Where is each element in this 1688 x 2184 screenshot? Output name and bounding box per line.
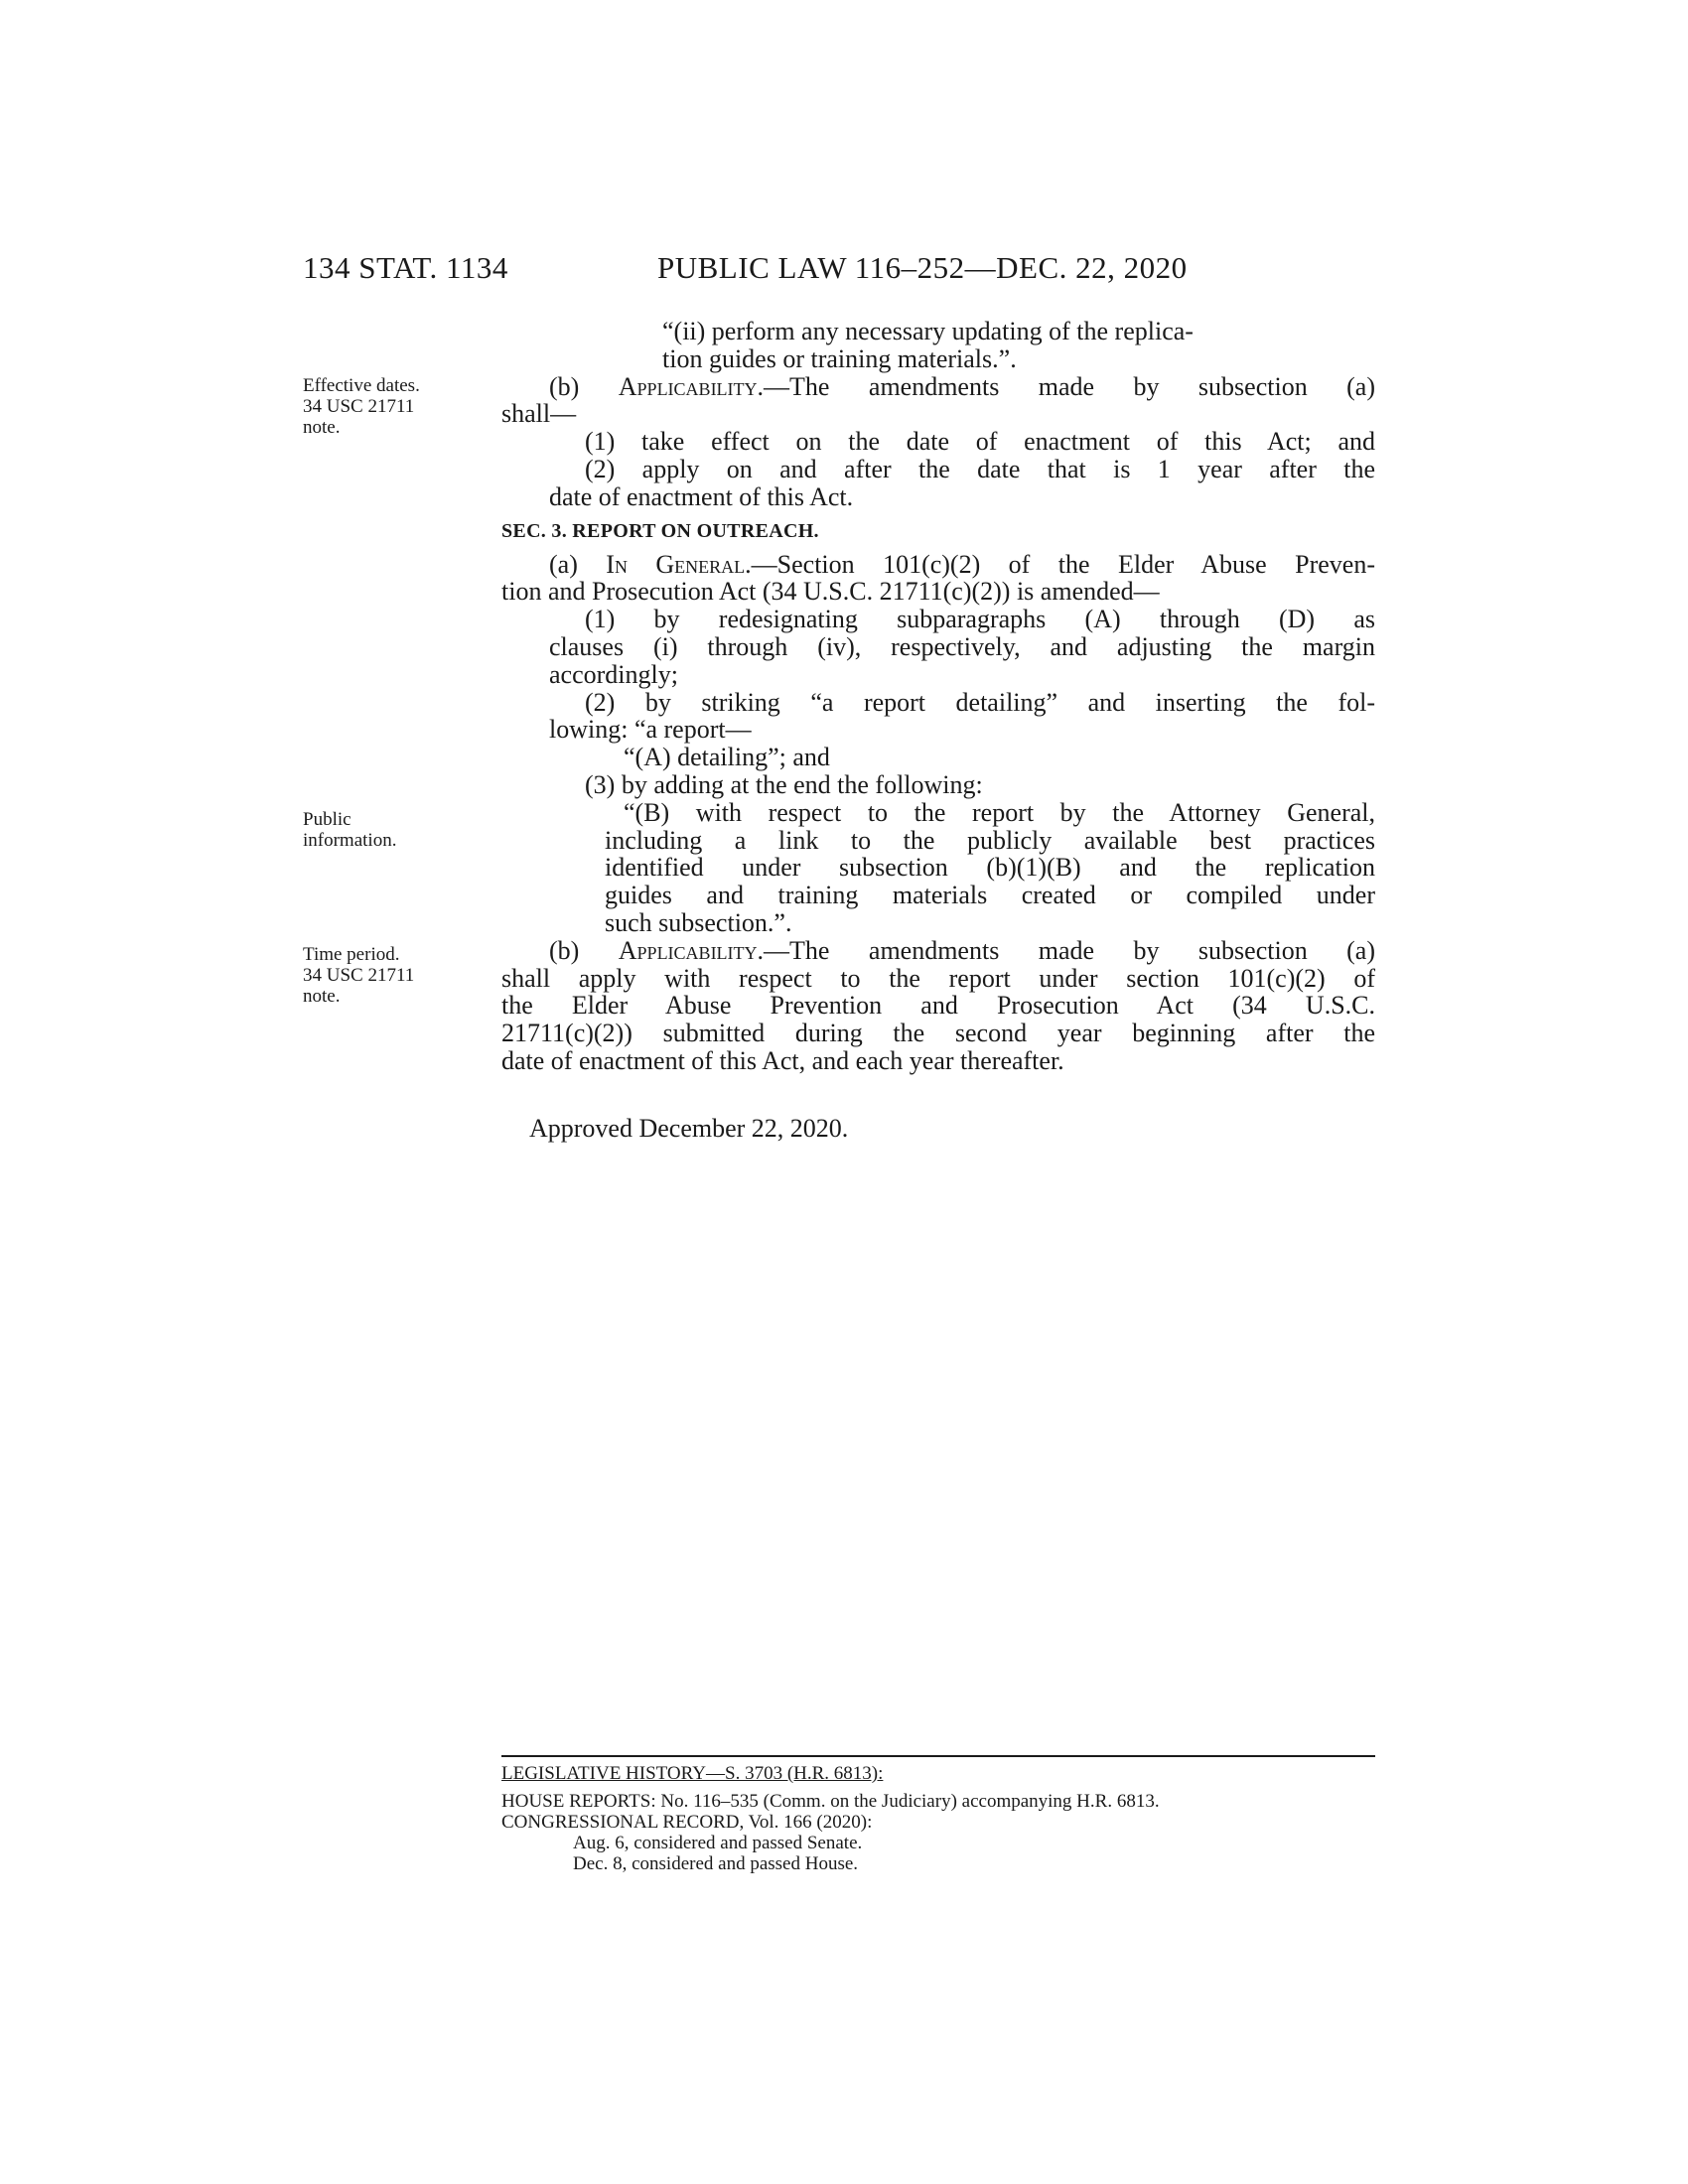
body-line: tion guides or training materials.”. (662, 343, 1017, 373)
page-running-title: PUBLIC LAW 116–252—DEC. 22, 2020 (657, 250, 1188, 285)
body-line: lowing: “a report— (549, 715, 752, 745)
subsection-b-applicability: (b) Applicability.—The amendments made by subsection (a) (549, 371, 1375, 401)
body-line: date of enactment of this Act. (549, 481, 854, 511)
subsection-a-in-general: (a) In General.—Section 101(c)(2) of the Elder Abuse Preven- (549, 549, 1375, 579)
legislative-history (501, 1755, 1375, 1874)
body-line: clauses (i) through (iv), respectively, and adjusting the margin (549, 631, 1375, 661)
margin-note-line: note. (303, 417, 341, 438)
paragraph-2: (2) by striking “a report detailing” and inserting the fol- (585, 687, 1375, 717)
section-3-heading: SEC. 3. REPORT ON OUTREACH. (501, 519, 819, 542)
body-line: guides and training materials created or compiled under (605, 881, 1375, 910)
house-reports: HOUSE REPORTS: No. 116–535 (Comm. on the Judiciary) accompanying H.R. 6813. (501, 1791, 1160, 1812)
house-action: Dec. 8, considered and passed House. (573, 1853, 859, 1874)
paragraph-1: (1) take effect on the date of enactment of this Act; and (585, 427, 1375, 457)
body-line: the Elder Abuse Prevention and Prosecution Act (34 U.S.C. (501, 991, 1375, 1021)
subsection-b-applicability: (b) Applicability.—The amendments made by subsection (a) (549, 935, 1375, 965)
body-line: tion and Prosecution Act (34 U.S.C. 21711(c)(2)) is amended— (501, 577, 1160, 607)
margin-note-line: 34 USC 21711 (303, 396, 415, 417)
congressional-record: CONGRESSIONAL RECORD, Vol. 166 (2020): (501, 1812, 873, 1833)
page-stat-citation: 134 STAT. 1134 (303, 250, 508, 285)
approval-date: Approved December 22, 2020. (529, 1114, 849, 1143)
margin-note-time-period (303, 944, 472, 1007)
subparagraph-b: “(B) with respect to the report by the Attorney General, (624, 797, 1375, 827)
body-line: date of enactment of this Act, and each year thereafter. (501, 1045, 1064, 1075)
margin-note-line: Public (303, 809, 352, 830)
margin-note-effective-dates (303, 375, 472, 438)
paragraph-1: (1) by redesignating subparagraphs (A) through (D) as (585, 605, 1375, 634)
body-line: such subsection.”. (605, 907, 792, 937)
body-line: shall apply with respect to the report under section 101(c)(2) of (501, 963, 1375, 993)
body-line: accordingly; (549, 659, 678, 689)
senate-action: Aug. 6, considered and passed Senate. (573, 1833, 863, 1853)
body-line: 21711(c)(2)) submitted during the second year beginning after the (501, 1019, 1375, 1048)
margin-note-line: note. (303, 986, 341, 1007)
body-line: including a link to the publicly available best practices (605, 825, 1375, 855)
margin-note-line: Time period. (303, 944, 400, 965)
subparagraph-a: “(A) detailing”; and (624, 743, 830, 772)
margin-note-public-information (303, 809, 472, 851)
margin-note-line: 34 USC 21711 (303, 965, 415, 986)
body-line: shall— (501, 399, 577, 429)
section-2-continuation (501, 318, 1375, 1075)
legislative-history-title: LEGISLATIVE HISTORY—S. 3703 (H.R. 6813): (501, 1763, 884, 1784)
paragraph-2: (2) apply on and after the date that is 1 year after the (585, 454, 1375, 483)
paragraph-3: (3) by adding at the end the following: (585, 769, 983, 799)
body-line: “(ii) perform any necessary updating of the replica- (662, 317, 1194, 345)
margin-note-line: information. (303, 830, 397, 851)
margin-note-line: Effective dates. (303, 375, 420, 396)
body-line: identified under subsection (b)(1)(B) and the replication (605, 853, 1375, 883)
